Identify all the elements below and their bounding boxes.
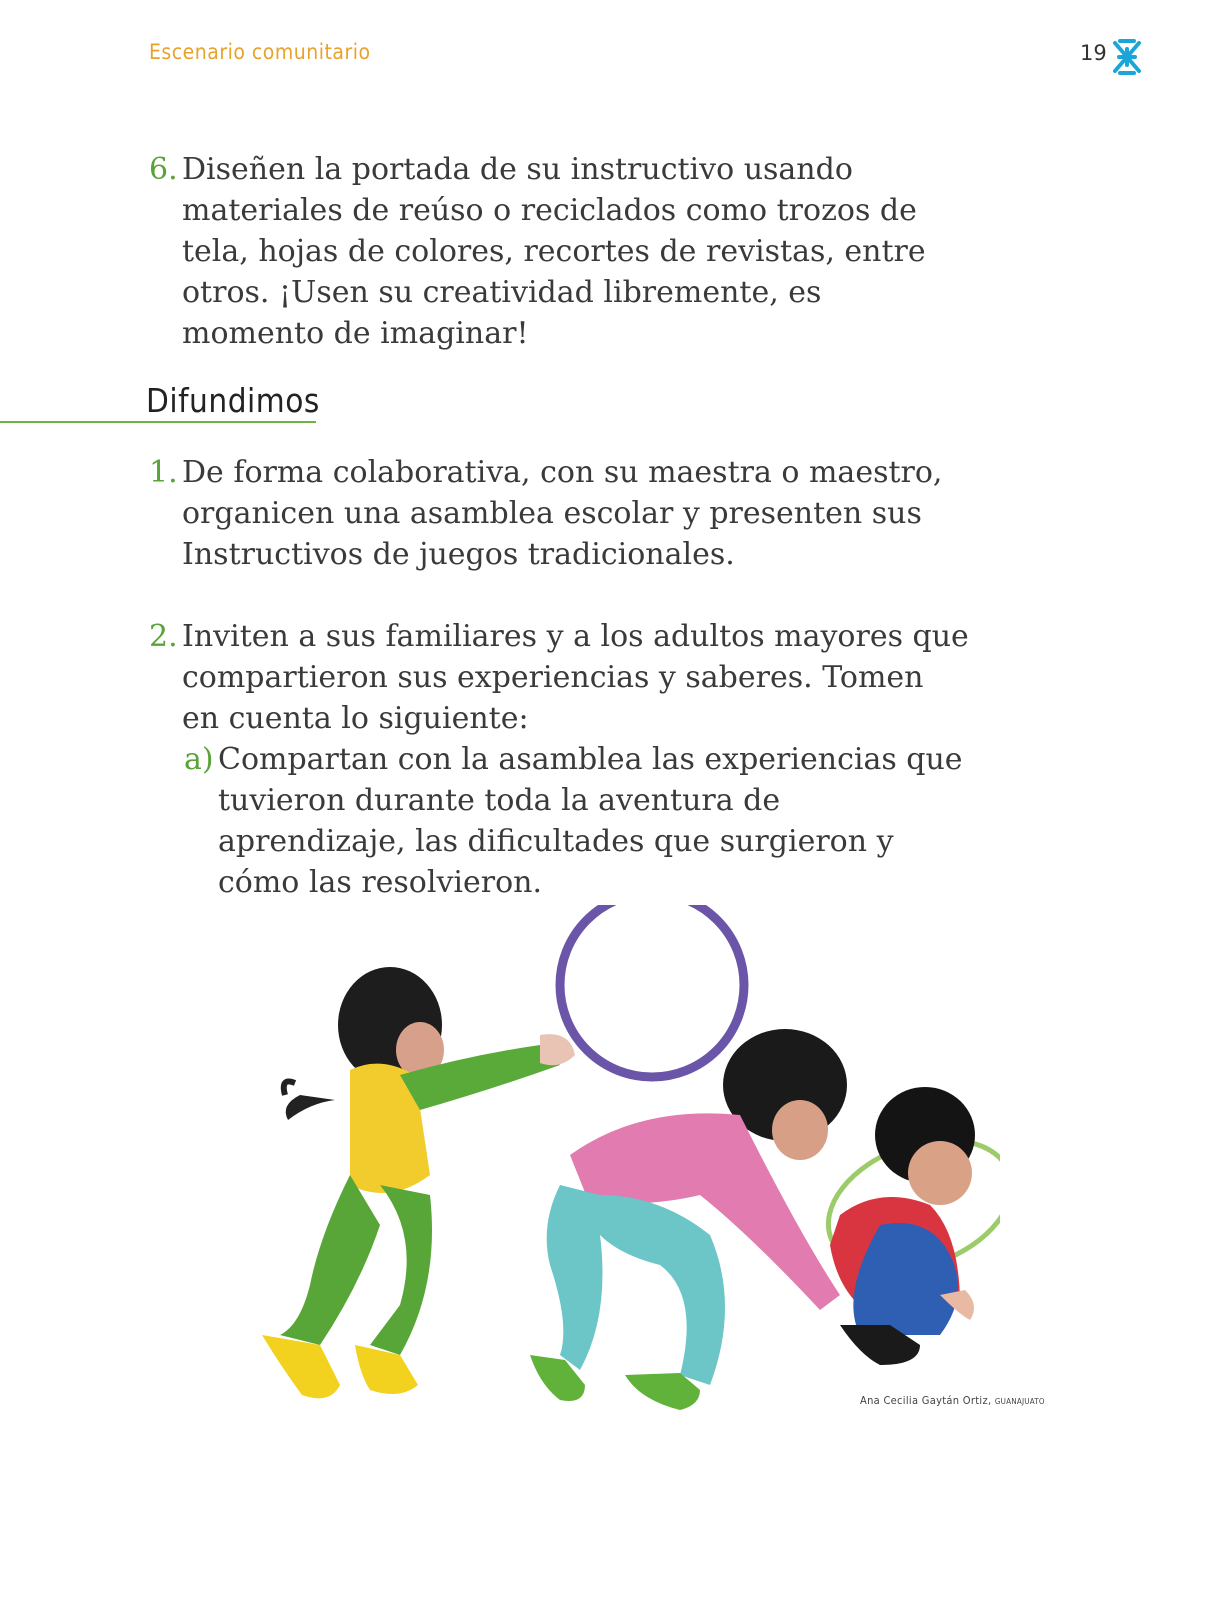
section-heading-difundimos: Difundimos bbox=[146, 381, 320, 420]
boy-figure bbox=[830, 1087, 975, 1365]
girl-figure bbox=[262, 967, 575, 1398]
difundimos-item-1-text: De forma colaborativa, con su maestra o maestro, organicen una asamblea escolar y presenten sus Instructivos de juegos tradicionales. bbox=[182, 455, 943, 572]
difundimos-item-2a-letter: a) bbox=[184, 742, 214, 777]
difundimos-item-2a-text: Compartan con la asamblea las experiencias que tuvieron durante toda la aventura de aprendizaje, las dificultades que surgieron y cómo las resolvieron. bbox=[218, 742, 963, 900]
difundimos-item-1 bbox=[149, 452, 969, 575]
step-6-number: 6. bbox=[149, 152, 178, 187]
page-number: 19 bbox=[1080, 41, 1107, 65]
header-section-title: Escenario comunitario bbox=[149, 40, 371, 64]
section-heading-rule bbox=[0, 421, 316, 423]
difundimos-item-2-text: Inviten a sus familiares y a los adultos mayores que compartieron sus experiencias y saberes. Tomen en cuenta lo siguiente: bbox=[182, 619, 969, 736]
illustration-credit-place: GUANAJUATO bbox=[994, 1397, 1045, 1406]
step-6-text: Diseñen la portada de su instructivo usando materiales de reúso o reciclados como trozos de tela, hojas de colores, recortes de revistas, entre otros. ¡Usen su creatividad libremente, es momento de imaginar! bbox=[182, 152, 926, 351]
children-playing-illustration bbox=[240, 905, 1000, 1425]
difundimos-item-2a bbox=[184, 739, 974, 903]
purple-hoop bbox=[560, 905, 744, 1077]
illustration-credit bbox=[860, 1394, 1045, 1407]
difundimos-item-2 bbox=[149, 616, 969, 739]
adult-figure bbox=[530, 1029, 847, 1410]
illustration-credit-name: Ana Cecilia Gaytán Ortiz, bbox=[860, 1394, 992, 1407]
step-6 bbox=[149, 149, 969, 354]
sep-logo-icon bbox=[1110, 38, 1144, 76]
difundimos-item-1-number: 1. bbox=[149, 455, 178, 490]
difundimos-item-2-number: 2. bbox=[149, 619, 178, 654]
